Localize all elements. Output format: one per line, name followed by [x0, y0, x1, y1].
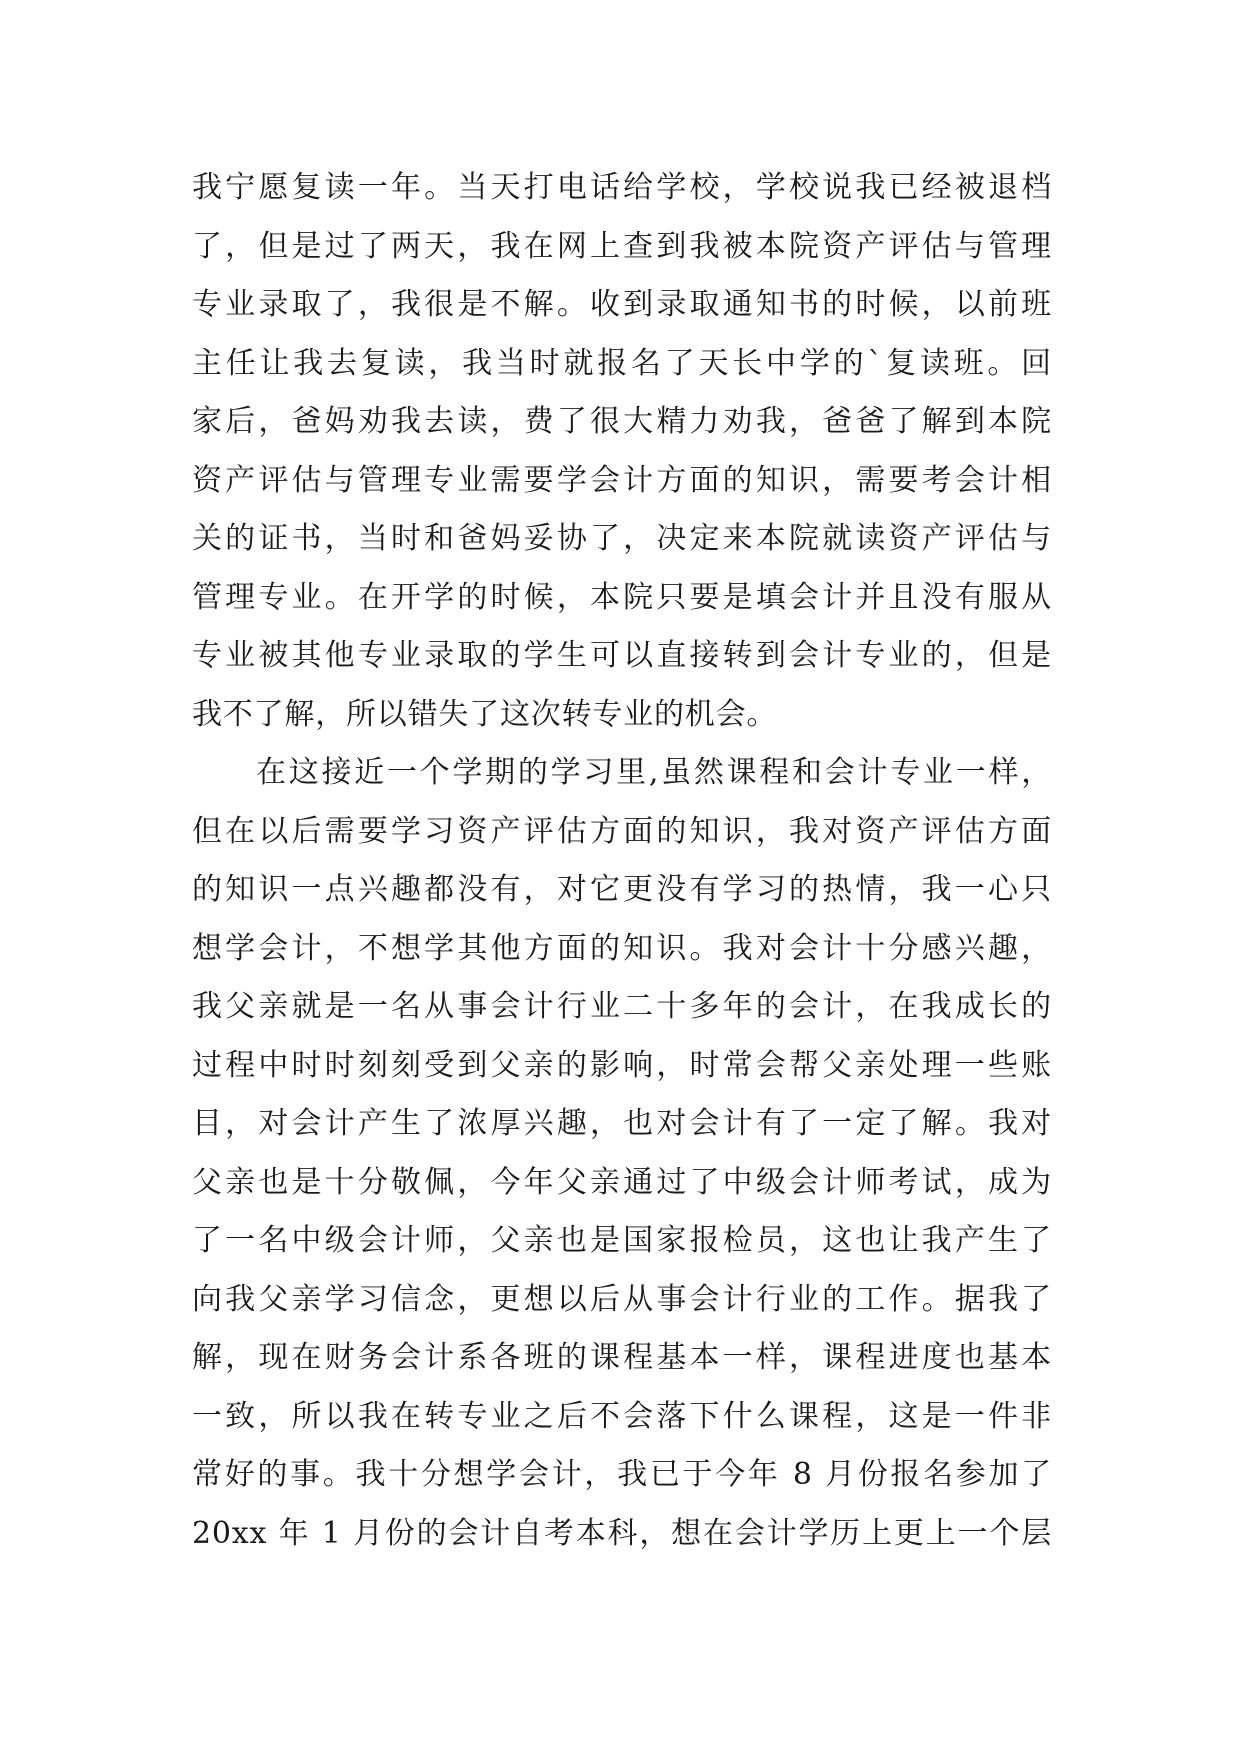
text-line: 过程中时时刻刻受到父亲的影响，时常会帮父亲处理一些账	[192, 1047, 1052, 1083]
text-line: 的知识一点兴趣都没有，对它更没有学习的热情，我一心只	[192, 872, 1052, 907]
text-line: 20xx 年 1 月份的会计自考本科，想在会计学历上更上一个层	[192, 1515, 1052, 1551]
text-line: 了一名中级会计师，父亲也是国家报检员，这也让我产生了	[192, 1223, 1052, 1258]
text-line: 管理专业。在开学的时候，本院只要是填会计并且没有服从	[192, 579, 1052, 615]
text-line: 家后，爸妈劝我去读，费了很大精力劝我，爸爸了解到本院	[192, 404, 1052, 439]
text-line: 常好的事。我十分想学会计，我已于今年 8 月份报名参加了	[192, 1457, 1052, 1492]
text-line: 解，现在财务会计系各班的课程基本一样，课程进度也基本	[192, 1340, 1052, 1375]
text-line: 但在以后需要学习资产评估方面的知识，我对资产评估方面	[192, 813, 1052, 849]
text-line: 我父亲就是一名从事会计行业二十多年的会计，在我成长的	[192, 989, 1052, 1024]
text-line: 资产评估与管理专业需要学会计方面的知识，需要考会计相	[192, 462, 1052, 498]
text-line: 了，但是过了两天，我在网上查到我被本院资产评估与管理	[192, 228, 1052, 264]
text-line: 我不了解，所以错失了这次转专业的机会。	[192, 696, 778, 732]
text-line: 目，对会计产生了浓厚兴趣，也对会计有了一定了解。我对	[192, 1106, 1052, 1141]
text-line: 关的证书，当时和爸妈妥协了，决定来本院就读资产评估与	[192, 521, 1052, 556]
text-line: 我宁愿复读一年。当天打电话给学校，学校说我已经被退档	[192, 170, 1052, 205]
text-line: 专业录取了，我很是不解。收到录取通知书的时候，以前班	[192, 287, 1052, 322]
text-line: 向我父亲学习信念，更想以后从事会计行业的工作。据我了	[192, 1281, 1052, 1317]
text-line: 专业被其他专业录取的学生可以直接转到会计专业的，但是	[192, 638, 1052, 673]
text-line: 父亲也是十分敬佩，今年父亲通过了中级会计师考试，成为	[192, 1164, 1052, 1200]
text-line: 一致，所以我在转专业之后不会落下什么课程，这是一件非	[192, 1398, 1052, 1434]
text-line: 在这接近一个学期的学习里,虽然课程和会计专业一样，	[256, 755, 1052, 790]
text-line: 想学会计，不想学其他方面的知识。我对会计十分感兴趣，	[192, 930, 1052, 966]
body-text	[192, 159, 1052, 1563]
text-line: 主任让我去复读，我当时就报名了天长中学的`复读班。回	[192, 345, 1052, 381]
